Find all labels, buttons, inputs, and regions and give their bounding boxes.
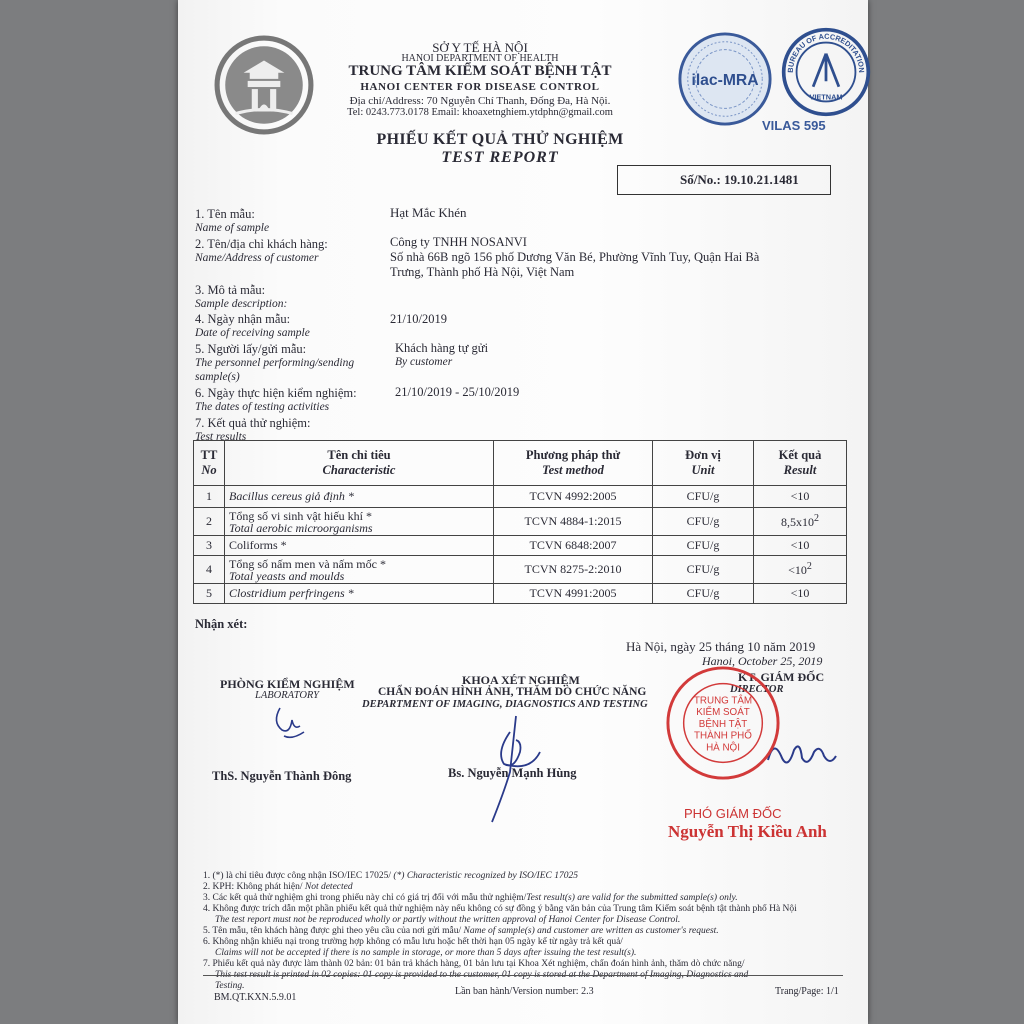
field-received-label-en: Date of receiving sample [195,327,310,339]
footnote-num: 1. [203,871,211,881]
lab-signer-name: ThS. Nguyễn Thành Đông [212,769,352,783]
header-no [194,441,225,486]
field-customer-name: Công ty TNHH NOSANVI [390,235,527,249]
footnote [203,959,843,970]
row-no: 3 [194,536,225,556]
contact: Tel: 0243.773.0178 Email: khoaxetnghiem.ytdphn@gmail.com [347,107,613,118]
page-number: Trang/Page: 1/1 [775,986,839,997]
row-no: 1 [194,486,225,508]
header-unit [653,441,754,486]
footnote [203,904,843,915]
results-table [193,440,847,604]
field-sender-value: Khách hàng tự gửi [395,341,489,355]
dept-signature [470,712,550,832]
issue-date-vi: Hà Nội, ngày 25 tháng 10 năm 2019 [626,639,816,654]
header-unit-vi: Đơn vị [685,448,721,462]
dept-title-en: DEPARTMENT OF IMAGING, DIAGNOSTICS AND TESTING [362,699,648,710]
row-result-exponent: 2 [814,513,819,524]
footnote-num: 3. [203,893,211,903]
row-unit: CFU/g [653,584,754,604]
table-row [194,584,847,604]
lab-title-en: LABORATORY [255,690,319,701]
row-result-exponent: 2 [806,561,812,572]
footnote [203,893,843,904]
row-name [225,556,494,584]
row-result [754,536,847,556]
footnote-num: 6. [203,937,211,947]
row-no: 4 [194,556,225,584]
row-name-vi: Tổng số nấm men và nấm mốc * [229,556,386,571]
footnote [203,937,843,948]
footnote-vi: Tên mẫu, tên khách hàng được ghi theo yêu cầu của nơi gửi mẫu/ [212,926,462,936]
footnote [203,871,843,882]
director-title-en: DIRECTOR [730,684,784,695]
boa-logo [780,26,872,118]
footnote-num: 5. [203,926,211,936]
row-name [225,584,494,604]
row-method: TCVN 4992:2005 [494,486,653,508]
field-sender-label-en: The personnel performing/sending [195,357,355,369]
header-unit-en: Unit [691,463,715,477]
deputy-director-title: PHÓ GIÁM ĐỐC [684,806,782,821]
row-result [754,508,847,536]
field-customer-address-1: Số nhà 66B ngõ 156 phố Dương Văn Bé, Phường Vĩnh Tuy, Quận Hai Bà [390,250,760,264]
table-row [194,556,847,584]
field-results-label: 7. Kết quả thử nghiệm: [195,416,311,430]
row-result [754,556,847,584]
version-number: Lần ban hành/Version number: 2.3 [455,986,594,997]
stamp-line: KIỂM SOÁT [696,707,750,719]
field-testing-dates-label: 6. Ngày thực hiện kiểm nghiệm: [195,386,357,400]
lab-title: PHÒNG KIỂM NGHIỆM [220,677,355,691]
boa-country: VIETNAM [809,92,843,102]
report-title-vi: PHIẾU KẾT QUẢ THỬ NGHIỆM [376,131,624,148]
field-sender-label-en-2: sample(s) [195,371,240,383]
footnote [203,882,843,893]
field-sample-name-value: Hạt Mắc Khén [390,205,467,220]
form-code: BM.QT.KXN.5.9.01 [214,992,297,1003]
row-name [225,508,494,536]
field-sample-name-label: 1. Tên mẫu: [195,207,255,221]
footnote-en: Claims will not be accepted if there is no sample in storage, or more than 5 days after issuing the test result(s). [215,948,637,958]
footnote-num: 7. [203,959,211,969]
dept-vi: SỞ Y TẾ HÀ NỘI [432,40,528,55]
field-received-value: 21/10/2019 [390,312,447,326]
header-no-en: No [201,463,217,477]
row-unit: CFU/g [653,486,754,508]
field-customer-label: 2. Tên/địa chỉ khách hàng: [195,237,328,251]
footnote [203,948,843,959]
footnote-en: Testing. [215,981,245,991]
footnote [203,926,843,937]
row-result-value: <10 [790,489,810,503]
row-method: TCVN 8275-2:2010 [494,556,653,584]
field-testing-dates-label-en: The dates of testing activities [195,401,330,413]
remarks-label: Nhận xét: [195,617,248,631]
row-result-value: 8,5x10 [781,515,814,529]
report-title-en: TEST REPORT [441,149,559,166]
hanoi-cdc-logo [213,34,315,136]
row-name-en: Total aerobic microorganisms [229,520,373,535]
ilac-text: ilac-MRA [691,71,759,89]
footnote-vi: Phiếu kết quả này được làm thành 02 bản: 01 bản trả khách hàng, 01 bản lưu tại Khoa Xét nghiệm, chẩn đoán hình ảnh, thăm dò chức năng/ [212,959,745,969]
stamp-line: THÀNH PHỐ [694,730,752,742]
header-result [754,441,847,486]
footnote-en: Name of sample(s) and customer are written as customer's request. [461,926,719,936]
header-method [494,441,653,486]
row-result-value: <10 [788,563,807,577]
report-number: Số/No.: 19.10.21.1481 [680,172,799,187]
center-vi: TRUNG TÂM KIỂM SOÁT BỆNH TẬT [348,63,612,79]
field-testing-dates-value: 21/10/2019 - 25/10/2019 [395,385,520,399]
header-result-en: Result [783,463,817,477]
boa-ring-text: BUREAU OF ACCREDITATION [785,31,867,73]
row-unit: CFU/g [653,508,754,536]
footnote-vi: Các kết quả thử nghiệm ghi trong phiếu này chỉ có giá trị đối với mẫu thử nghiệm/ [212,893,527,903]
issue-date-en: Hanoi, October 25, 2019 [702,654,823,668]
stamp-line: HÀ NỘI [706,742,740,754]
row-unit: CFU/g [653,556,754,584]
field-customer-address-2: Trưng, Thành phố Hà Nội, Việt Nam [390,265,575,279]
row-method: TCVN 6848:2007 [494,536,653,556]
field-results-label-en: Test results [195,431,247,443]
footnote-en: This test result is printed in 02 copies: 01 copy is provided to the customer, 01 copy is stored at the Department of Imaging, Diagnostics and [215,970,749,980]
row-result [754,584,847,604]
field-customer-label-en: Name/Address of customer [195,252,319,264]
row-name-vi: Clostridium perfringens * [229,586,354,600]
dept-title-vi-2: CHẨN ĐOÁN HÌNH ẢNH, THĂM DÒ CHỨC NĂNG [378,686,647,698]
footnote-vi: Không nhận khiếu nại trong trường hợp không có mẫu lưu hoặc hết thời hạn 05 ngày kể từ ngày trả kết quả/ [212,937,623,947]
header-no-vi: TT [200,448,218,462]
row-result-value: <10 [790,538,810,552]
row-result [754,486,847,508]
footnote-en: Test result(s) are valid for the submitted sample(s) only. [526,893,738,903]
dept-signer-name: Bs. Nguyễn Mạnh Hùng [448,766,577,780]
table-header-row [194,441,847,486]
row-name [225,486,494,508]
stamp-line: TRUNG TÂM [693,695,753,707]
row-name-vi: Coliforms * [229,538,287,552]
row-result-value: <10 [790,586,810,600]
field-sender-value-en: By customer [395,356,453,368]
footnote-en: The test report must not be reproduced wholly or partly without the written approval of Hanoi Center for Disease Control. [215,915,681,925]
table-row [194,508,847,536]
center-en: HANOI CENTER FOR DISEASE CONTROL [360,81,600,93]
official-stamp [664,664,782,782]
row-name [225,536,494,556]
row-name-en: Total yeasts and moulds [229,568,345,583]
footnotes [203,871,843,992]
field-sender-label: 5. Người lấy/gửi mẫu: [195,342,307,356]
ilac-mra-logo [676,30,774,128]
stamp-line: BỆNH TẬT [698,718,748,730]
vilas-code: VILAS 595 [762,118,826,133]
row-method: TCVN 4884-1:2015 [494,508,653,536]
row-unit: CFU/g [653,536,754,556]
header-method-en: Test method [542,463,604,477]
footnote-num: 2. [203,882,211,892]
footnote-en: Not detected [302,882,353,892]
row-name-vi: Tổng số vi sinh vật hiếu khí * [229,508,372,523]
field-sample-name-label-en: Name of sample [195,222,270,234]
field-description-label: 3. Mô tả mẫu: [195,283,266,297]
header-characteristic-vi: Tên chỉ tiêu [327,448,391,462]
field-description-label-en: Sample description: [195,298,288,310]
footnote-vi: (*) là chỉ tiêu được công nhận ISO/IEC 17025/ [212,871,391,881]
dept-title: KHOA XÉT NGHIỆM [462,673,580,687]
footer-divider [203,975,843,976]
header-method-vi: Phương pháp thử [525,448,621,462]
header-characteristic-en: Characteristic [322,463,396,477]
footnote-en: (*) Characteristic recognized by ISO/IEC 17025 [391,871,578,881]
header-characteristic [225,441,494,486]
row-no: 5 [194,584,225,604]
table-row [194,536,847,556]
dept-en: HANOI DEPARTMENT OF HEALTH [401,53,559,64]
address: Địa chỉ/Address: 70 Nguyễn Chí Thanh, Đống Đa, Hà Nội. [349,95,611,107]
field-received-label: 4. Ngày nhận mẫu: [195,312,291,326]
footnote [203,915,843,926]
director-signer-name: Nguyễn Thị Kiều Anh [668,822,827,841]
header-result-vi: Kết quả [778,448,822,462]
row-no: 2 [194,508,225,536]
director-title: KT. GIÁM ĐỐC [738,670,825,684]
footnote-num: 4. [203,904,211,914]
footnote-vi: KPH: Không phát hiện/ [212,882,303,892]
table-row [194,486,847,508]
row-method: TCVN 4991:2005 [494,584,653,604]
footnote-vi: Không được trích dẫn một phần phiếu kết quả thử nghiệm này nếu không có sự đồng ý bằng văn bản của Trung tâm Kiểm soát bệnh tật thành phố Hà Nội [212,904,797,914]
row-name-vi: Bacillus cereus giả định * [229,489,354,503]
lab-signature [270,700,310,742]
